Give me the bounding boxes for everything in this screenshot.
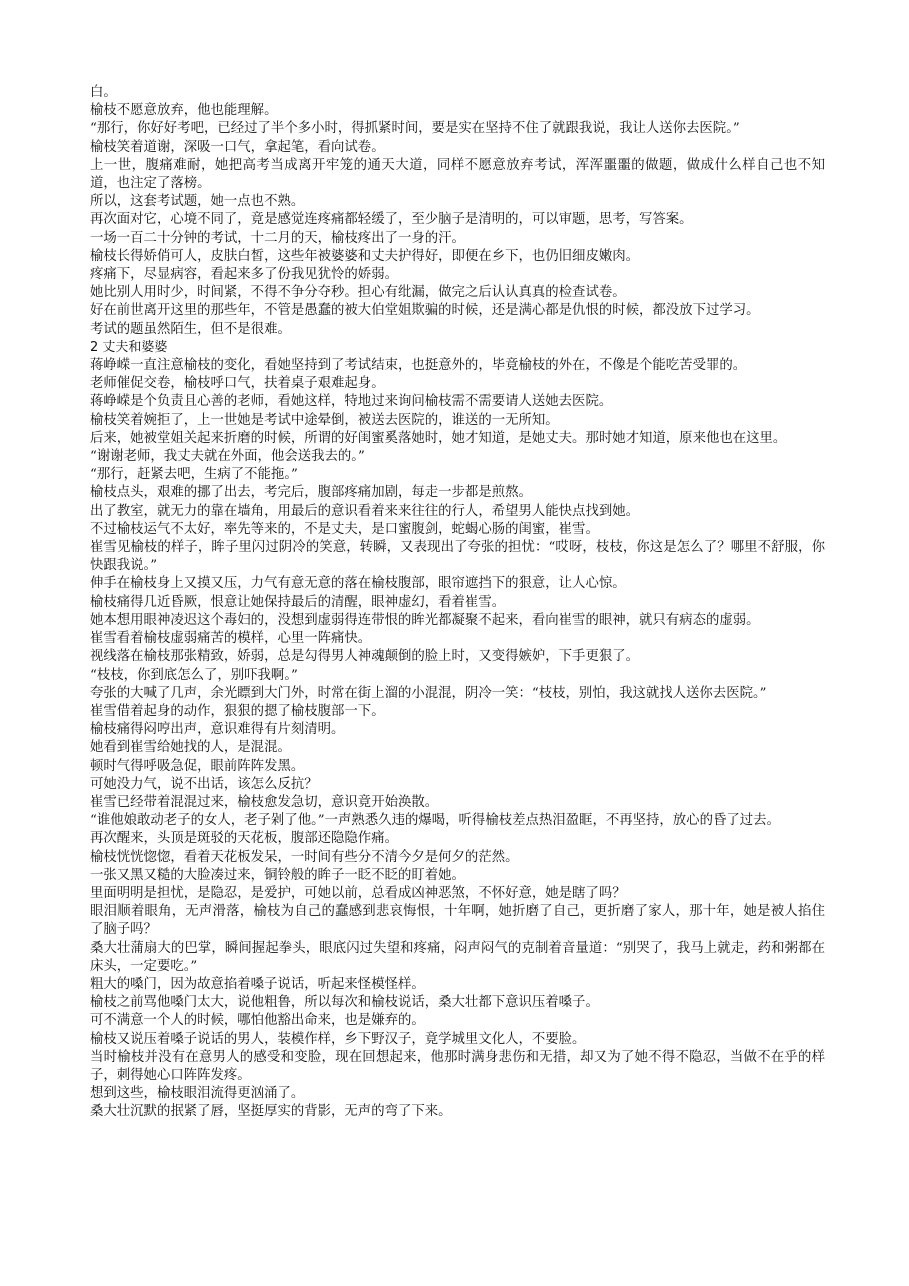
paragraph: 榆枝点头，艰难的挪了出去，考完后，腹部疼痛加剧，每走一步都是煎熬。: [90, 485, 532, 501]
paragraph: 榆枝笑着道谢，深吸一口气，拿起笔，看向试卷。: [90, 139, 385, 155]
paragraph: 考试的题虽然陌生，但不是很难。: [90, 321, 291, 337]
paragraph: “谢谢老师，我丈夫就在外面，他会送我去的。”: [90, 449, 365, 465]
paragraph: 一场一百二十分钟的考试，十二月的天，榆枝疼出了一身的汗。: [90, 230, 465, 246]
paragraph: 顿时气得呼吸急促，眼前阵阵发黑。: [90, 758, 305, 774]
paragraph: “枝枝，你到底怎么了，别吓我啊。”: [90, 667, 298, 683]
paragraph: 当时榆枝并没有在意男人的感受和变脸，现在回想起来，他那时满身悲伤和无措，却又为了她不得不隐忍，当做不在乎的样子，刺得她心口阵阵发疼。: [90, 1049, 825, 1083]
paragraph: 白。: [90, 85, 117, 100]
paragraph: 崔雪已经带着混混过来，榆枝愈发急切，意识竟开始涣散。: [90, 794, 439, 810]
paragraph: 里面明明是担忧，是隐忍，是爱护，可她以前，总看成凶神恶煞，不怀好意，她是瞎了吗？: [90, 885, 626, 901]
paragraph: 不过榆枝运气不太好，率先等来的，不是丈夫，是口蜜腹剑，蛇蝎心肠的闺蜜，崔雪。: [90, 521, 599, 537]
paragraph: 粗大的嗓门，因为故意掐着嗓子说话，听起来怪模怪样。: [90, 976, 425, 992]
document-page: [90, 84, 825, 1122]
paragraph: 老师催促交卷，榆枝呼口气，扶着桌子艰难起身。: [90, 376, 385, 392]
paragraph: 榆枝痛得闷哼出声，意识难得有片刻清明。: [90, 722, 345, 738]
paragraph: 榆枝笑着婉拒了，上一世她是考试中途晕倒，被送去医院的，谁送的一无所知。: [90, 412, 559, 428]
paragraph: 崔雪看着榆枝虚弱痛苦的模样，心里一阵痛快。: [90, 631, 372, 647]
paragraph: 桑大壮蒲扇大的巴掌，瞬间握起拳头，眼底闪过失望和疼痛，闷声闷气的克制着音量道：“别哭了，我马上就走，药和粥都在床头，一定要吃。”: [90, 940, 825, 974]
paragraph: 想到这些，榆枝眼泪流得更汹涌了。: [90, 1086, 305, 1102]
paragraph: 出了教室，就无力的靠在墙角，用最后的意识看着来来往往的行人，希望男人能快点找到她。: [90, 503, 640, 519]
body-text-before-heading: [90, 84, 825, 339]
paragraph: 眼泪顺着眼角，无声滑落，榆枝为自己的蠢感到悲哀悔恨，十年啊，她折磨了自己，更折磨了家人，那十年，她是被人掐住了脑子吗？: [90, 904, 825, 938]
paragraph: 她本想用眼神凌迟这个毒妇的，没想到虚弱得连带恨的眸光都凝聚不起来，看向崔雪的眼神，就只有病态的虚弱。: [90, 612, 760, 628]
paragraph: 夸张的大喊了几声，余光瞟到大门外，时常在街上溜的小混混，阴冷一笑：“枝枝，别怕，我这就找人送你去医院。”: [90, 685, 767, 701]
paragraph: 桑大壮沉默的抿紧了唇，坚挺厚实的背影，无声的弯了下来。: [90, 1104, 452, 1120]
paragraph: 榆枝长得娇俏可人，皮肤白皙，这些年被婆婆和丈夫护得好，即便在乡下，也仍旧细皮嫩肉。: [90, 248, 640, 264]
paragraph: 榆枝之前骂他嗓门太大，说他粗鲁，所以每次和榆枝说话，桑大壮都下意识压着嗓子。: [90, 995, 599, 1011]
paragraph: 所以，这套考试题，她一点也不熟。: [90, 194, 305, 210]
paragraph: 她比别人用时少，时间紧，不得不争分夺秒。担心有纰漏，做完之后认认真真的检查试卷。: [90, 285, 626, 301]
paragraph: 再次面对它，心境不同了，竟是感觉连疼痛都轻缓了，至少脑子是清明的，可以审题，思考，写答案。: [90, 212, 693, 228]
paragraph: 榆枝不愿意放弃，他也能理解。: [90, 103, 278, 119]
paragraph: 她看到崔雪给她找的人，是混混。: [90, 740, 291, 756]
paragraph: 伸手在榆枝身上又摸又压，力气有意无意的落在榆枝腹部，眼帘遮挡下的狠意，让人心惊。: [90, 576, 626, 592]
paragraph: 上一世，腹痛难耐，她把高考当成离开牢笼的通天大道，同样不愿意放弃考试，浑浑噩噩的做题，做成什么样自己也不知道，也注定了落榜。: [90, 157, 825, 192]
paragraph: “那行，赶紧去吧，生病了不能拖。”: [90, 467, 298, 483]
chapter-heading: 2 丈夫和婆婆: [90, 339, 168, 355]
paragraph: “谁他娘敢动老子的女人，老子剁了他。”一声熟悉久违的爆喝，听得榆枝差点热泪盈眶，不再坚持，放心的昏了过去。: [90, 813, 780, 829]
paragraph: 榆枝痛得几近昏厥，恨意让她保持最后的清醒，眼神虚幻，看着崔雪。: [90, 594, 506, 610]
paragraph: 一张又黑又糙的大脸凑过来，铜铃般的眸子一眨不眨的盯着她。: [90, 867, 465, 883]
paragraph: 疼痛下，尽显病容，看起来多了份我见犹怜的娇弱。: [90, 267, 398, 283]
paragraph: 崔雪借着起身的动作，狠狠的摁了榆枝腹部一下。: [90, 703, 385, 719]
paragraph: 后来，她被堂姐关起来折磨的时候，所谓的好闺蜜奚落她时，她才知道，是她丈夫。那时她才知道，原来他也在这里。: [90, 430, 787, 446]
paragraph: 崔雪见榆枝的样子，眸子里闪过阴冷的笑意，转瞬，又表现出了夸张的担忧：“哎呀，枝枝，你这是怎么了？哪里不舒服，你快跟我说。”: [90, 540, 825, 574]
paragraph: 榆枝恍恍惚惚，看着天花板发呆，一时间有些分不清今夕是何夕的茫然。: [90, 849, 519, 865]
paragraph: 好在前世离开这里的那些年，不管是愚蠢的被大伯堂姐欺骗的时候，还是满心都是仇恨的时候，都没放下过学习。: [90, 303, 760, 319]
paragraph: 蒋峥嵘一直注意榆枝的变化，看她坚持到了考试结束，也挺意外的，毕竟榆枝的外在，不像是个能吃苦受罪的。: [90, 358, 747, 374]
paragraph: 视线落在榆枝那张精致，娇弱，总是勾得男人神魂颠倒的脸上时，又变得嫉妒，下手更狠了。: [90, 649, 640, 665]
paragraph: 可她没力气，说不出话，该怎么反抗？: [90, 776, 318, 792]
paragraph: 蒋峥嵘是个负责且心善的老师，看她这样，特地过来询问榆枝需不需要请人送她去医院。: [90, 394, 613, 410]
paragraph: “那行，你好好考吧，已经过了半个多小时，得抓紧时间，要是实在坚持不住了就跟我说，我让人送你去医院。”: [90, 121, 740, 137]
paragraph: 再次醒来，头顶是斑驳的天花板，腹部还隐隐作痛。: [90, 831, 398, 847]
paragraph: 榆枝又说压着嗓子说话的男人，装模作样，乡下野汉子，竟学城里文化人，不要脸。: [90, 1031, 586, 1047]
paragraph: 可不满意一个人的时候，哪怕他豁出命来，也是嫌弃的。: [90, 1013, 425, 1029]
body-text-after-heading: [90, 357, 825, 1122]
